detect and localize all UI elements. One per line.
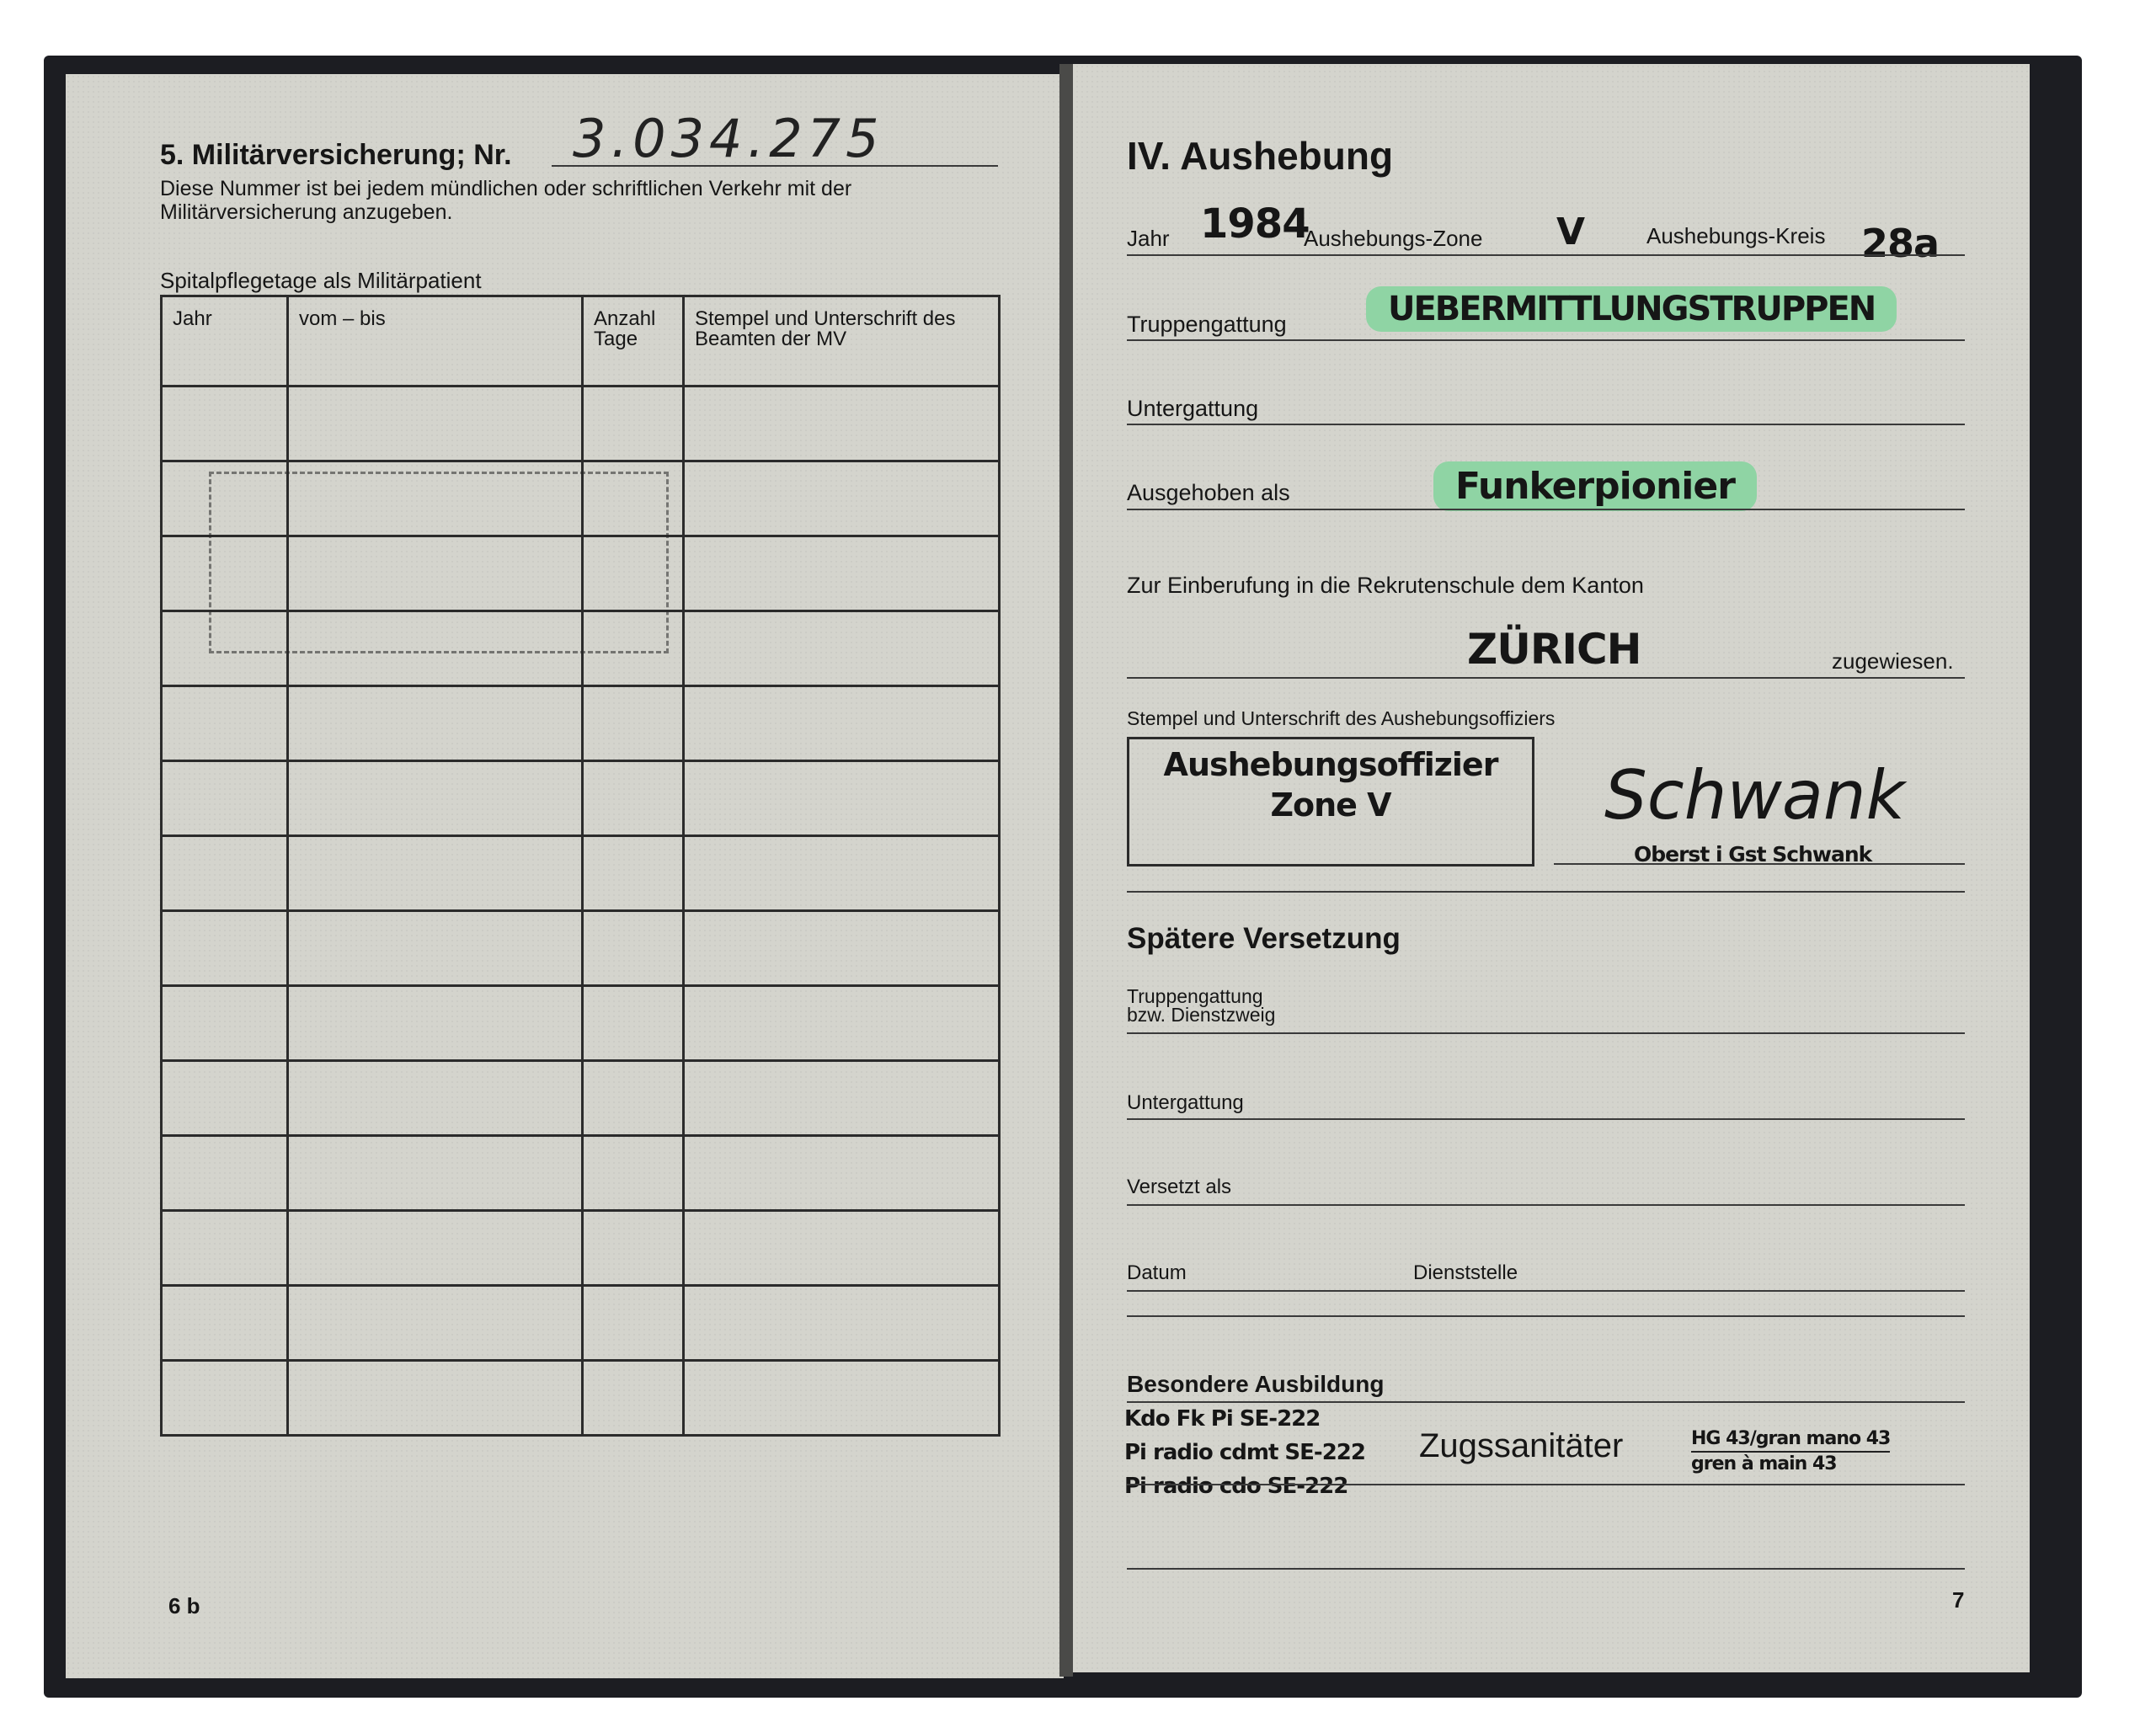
besondere-ausbildung-title: Besondere Ausbildung: [1127, 1371, 1385, 1397]
sv-untergattung-line: [1127, 1118, 1965, 1120]
officer-stamp-box: [1127, 737, 1534, 866]
sv-truppengattung-label-line2: bzw. Dienstzweig: [1127, 1004, 1276, 1026]
truppengattung-line: [1127, 339, 1965, 341]
col-anzahl-tage: Anzahl Tage: [583, 296, 684, 387]
ausgehoben-line: [1127, 509, 1965, 510]
insurance-number-line: [552, 165, 998, 167]
table-row: [162, 1211, 1000, 1286]
truppengattung-label: Truppengattung: [1127, 312, 1287, 337]
insurance-section-title: 5. Militärversicherung; Nr.: [160, 139, 512, 171]
table-row: [162, 686, 1000, 761]
hg-stamp-line1: HG 43/gran mano 43: [1691, 1427, 1890, 1453]
untergattung-label: Untergattung: [1127, 396, 1259, 421]
versetzt-line: [1127, 1204, 1965, 1206]
col-stempel: Stempel und Unterschrift des Beamten der MV: [684, 296, 1000, 387]
sv-untergattung-label: Untergattung: [1127, 1091, 1244, 1114]
right-page-number: 7: [1952, 1587, 1965, 1613]
hg-stamp-line2: gren à main 43: [1691, 1453, 1837, 1474]
kreis-value: 28a: [1861, 221, 1940, 266]
hg-stamp: [1691, 1427, 1890, 1476]
table-row: [162, 1361, 1000, 1436]
jahr-label: Jahr: [1127, 226, 1170, 251]
jahr-value: 1984: [1200, 200, 1310, 248]
kanton-value: ZÜRICH: [1467, 625, 1641, 674]
ausbildung-list: [1124, 1402, 1365, 1503]
sv-truppengattung-line: [1127, 1032, 1965, 1034]
insurance-note-line2: Militärversicherung anzugeben.: [160, 200, 453, 224]
officer-signature: Schwank: [1604, 756, 1905, 835]
signature-line: [1554, 863, 1965, 865]
left-page-number: 6 b: [168, 1593, 200, 1618]
faded-stamp-mark: [209, 472, 669, 653]
kanton-line: [1127, 677, 1965, 679]
datum-line: [1127, 1290, 1965, 1292]
stempel-label: Stempel und Unterschrift des Aushebungsoffiziers: [1127, 707, 1556, 729]
dienststelle-label: Dienststelle: [1413, 1261, 1518, 1284]
bottom-line: [1127, 1568, 1965, 1570]
ausbildung-line-2: Pi radio cdmt SE-222: [1124, 1440, 1365, 1465]
datum-label: Datum: [1127, 1261, 1187, 1284]
signature-caption: Oberst i Gst Schwank: [1634, 842, 1872, 866]
table-row: [162, 761, 1000, 836]
table-row: [162, 836, 1000, 911]
insurance-note-line1: Diese Nummer ist bei jedem mündlichen oder schriftlichen Verkehr mit der: [160, 177, 852, 200]
zugssanitaeter-stamp: Zugssanitäter: [1419, 1427, 1624, 1464]
table-row: [162, 986, 1000, 1061]
kreis-label: Aushebungs-Kreis: [1646, 223, 1826, 248]
table-row: [162, 387, 1000, 461]
sv-truppengattung-label-line1: Truppengattung: [1127, 985, 1263, 1007]
table-row: [162, 1061, 1000, 1136]
jahr-line: [1127, 254, 1965, 256]
spaetere-versetzung-title: Spätere Versetzung: [1127, 922, 1401, 955]
table-row: [162, 1286, 1000, 1361]
insurance-number-handwritten: 3.034.275: [573, 108, 884, 169]
booklet-gutter: [1059, 64, 1073, 1677]
zugewiesen-label: zugewiesen.: [1832, 648, 1954, 674]
truppengattung-value: UEBERMITTLUNGSTRUPPEN: [1366, 286, 1897, 332]
untergattung-line: [1127, 424, 1965, 425]
table-row: [162, 1136, 1000, 1211]
table-header-row: [162, 296, 1000, 387]
stamp-section-line: [1127, 891, 1965, 893]
table-row: [162, 911, 1000, 986]
ausgehoben-value: Funkerpionier: [1433, 461, 1757, 511]
col-vom-bis: vom – bis: [288, 296, 583, 387]
einberufung-label: Zur Einberufung in die Rekrutenschule dem Kanton: [1127, 573, 1644, 598]
versetzt-label: Versetzt als: [1127, 1176, 1232, 1198]
ausbildung-line-3: Pi radio cdo SE-222: [1124, 1474, 1348, 1499]
zone-label: Aushebungs-Zone: [1304, 226, 1483, 251]
ausbildung-line-1: Kdo Fk Pi SE-222: [1124, 1406, 1321, 1432]
aushebung-title: IV. Aushebung: [1127, 134, 1394, 178]
ausbildung-line: [1127, 1484, 1965, 1485]
col-jahr: Jahr: [162, 296, 288, 387]
officer-stamp-line1: Aushebungsoffizier: [1163, 746, 1498, 783]
officer-stamp-line2: Zone V: [1270, 787, 1391, 824]
hospital-days-caption: Spitalpflegetage als Militärpatient: [160, 268, 482, 293]
zone-value: V: [1556, 211, 1585, 253]
ausgehoben-label: Ausgehoben als: [1127, 480, 1290, 505]
hospital-days-table: [160, 295, 1001, 1437]
sv-truppengattung-label: [1127, 987, 1275, 1024]
datum-lower-line: [1127, 1315, 1965, 1317]
